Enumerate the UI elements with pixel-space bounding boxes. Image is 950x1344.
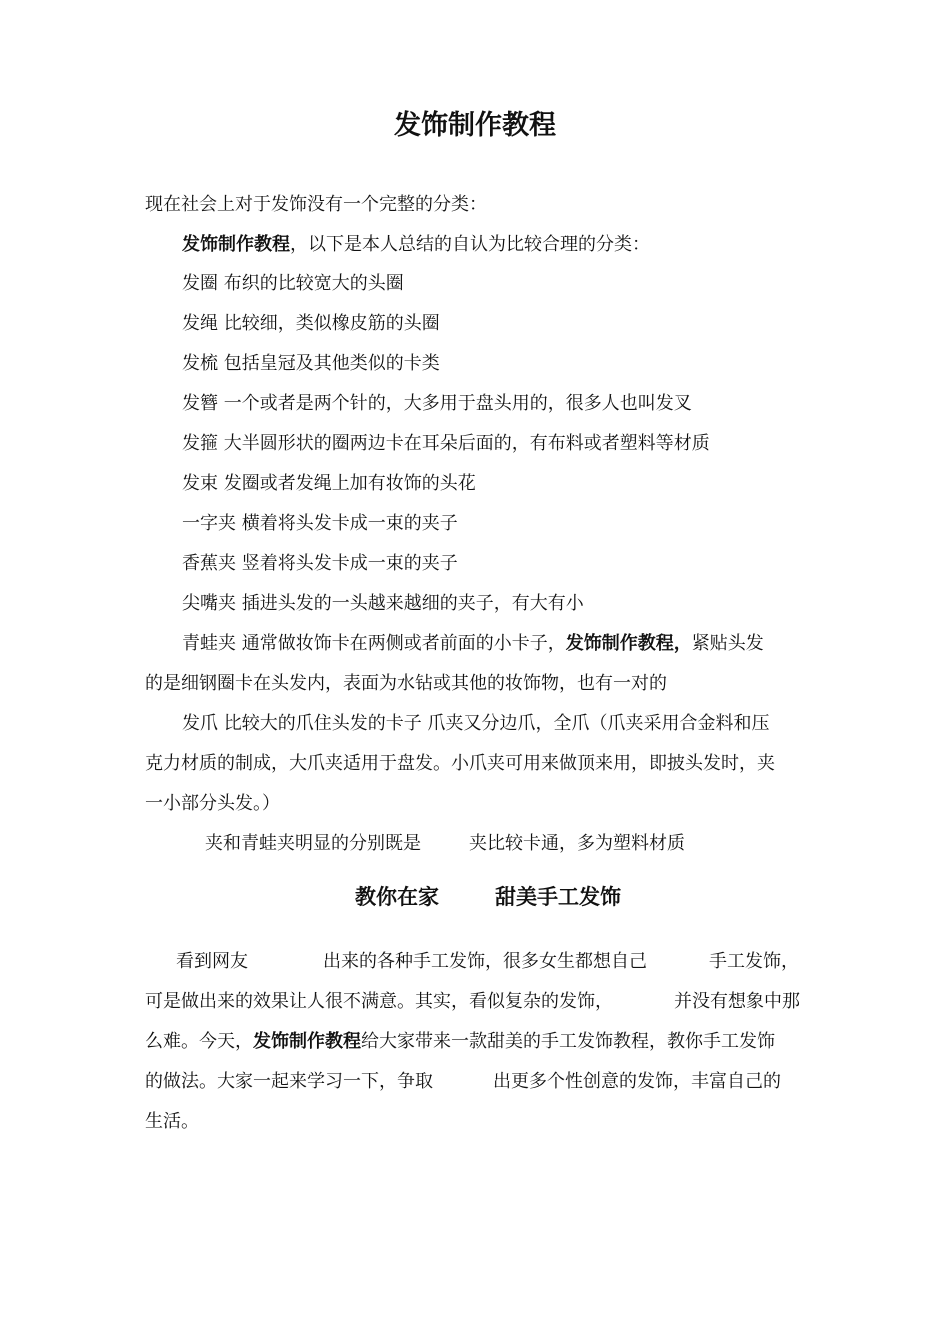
body-line-1b: 出来的各种手工发饰，很多女生都想自己 [323,951,647,972]
body-line-4b: 出更多个性创意的发饰，丰富自己的 [493,1071,781,1092]
frog-clip-line-2: 的是细钢圈卡在头发内，表面为水钻或其他的妆饰物，也有一对的 [145,673,667,694]
list-item: 香蕉夹 竖着将头发卡成一束的夹子 [182,553,458,574]
list-item: 发绳 比较细，类似橡皮筋的头圈 [182,313,440,334]
section-subtitle-b: 甜美手工发饰 [495,885,621,909]
body-line-3-bold: 发饰制作教程 [253,1031,361,1052]
frog-clip-text: 青蛙夹 通常做妆饰卡在两侧或者前面的小卡子， [182,633,566,654]
body-line-3 [145,1028,775,1056]
classification-bold: 发饰制作教程 [182,234,290,255]
list-item: 一字夹 横着将头发卡成一束的夹子 [182,513,458,534]
body-line-2a: 可是做出来的效果让人很不满意。其实，看似复杂的发饰， [145,991,613,1012]
body-line-1a: 看到网友 [176,951,248,972]
claw-clip-line-1: 发爪 比较大的爪住头发的卡子 爪夹又分边爪，全爪（爪夹采用合金料和压 [182,713,770,734]
difference-text-b: 夹比较卡通，多为塑料材质 [469,833,685,854]
body-line-5: 生活。 [145,1111,199,1132]
frog-clip-text-end: 紧贴头发 [691,633,764,654]
frog-clip-line-1 [182,630,764,658]
list-item: 发簪 一个或者是两个针的，大多用于盘头用的，很多人也叫发叉 [182,393,692,414]
claw-clip-line-3: 一小部分头发。） [145,793,280,814]
intro-paragraph: 现在社会上对于发饰没有一个完整的分类： [145,194,487,215]
classification-text: ，以下是本人总结的自认为比较合理的分类： [290,234,650,255]
document-title: 发饰制作教程 [394,110,556,141]
difference-text-a: 夹和青蛙夹明显的分别既是 [205,833,421,854]
section-subtitle-a: 教你在家 [355,885,439,909]
list-item: 发束 发圈或者发绳上加有妆饰的头花 [182,473,476,494]
body-line-2b: 并没有想象中那 [674,991,800,1012]
body-line-1c: 手工发饰， [709,951,799,972]
list-item: 发梳 包括皇冠及其他类似的卡类 [182,353,440,374]
classification-line [182,231,650,259]
list-item: 尖嘴夹 插进头发的一头越来越细的夹子，有大有小 [182,593,584,614]
body-line-3-text-end: 给大家带来一款甜美的手工发饰教程，教你手工发饰 [361,1031,775,1052]
frog-clip-bold: 发饰制作教程， [565,633,692,654]
list-item: 发圈 布织的比较宽大的头圈 [182,273,404,294]
list-item: 发箍 大半圆形状的圈两边卡在耳朵后面的，有布料或者塑料等材质 [182,433,710,454]
claw-clip-line-2: 克力材质的制成，大爪夹适用于盘发。小爪夹可用来做顶来用，即披头发时，夹 [145,753,775,774]
body-line-4a: 的做法。大家一起来学习一下，争取 [145,1071,433,1092]
body-line-3-text: 么难。今天， [145,1031,253,1052]
